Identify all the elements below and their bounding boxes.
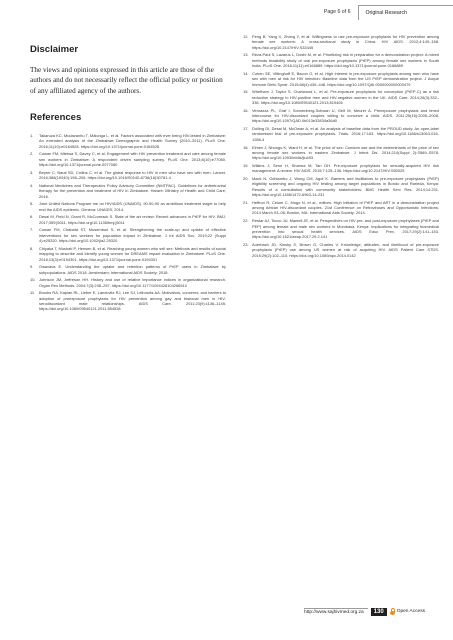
reference-text: Heffron R, Celum C, Mugo N, et al., editors. High initiation of PrEP and ART in a demonstration project among African HIV-discordant couples. 21st Conference on Retroviruses and Opportunistic Infections; 2014 March 03–06; Boston, MA: International Aids Society; 2014. [252, 199, 439, 216]
open-access-lock-icon [390, 608, 395, 615]
reference-text: National Medicines and Therapeutics Policy Advisory Committee (NMTPAC). Guidelines for antiretroviral therapy for the prevention and treatment of HIV in Zimbabwe. Harare: Ministry of Health and Child Care; 2016. [39, 182, 226, 199]
reference-number: 23. [243, 241, 249, 247]
disclaimer-text: The views and opinions expressed in this article are those of the authors and do not necessarily reflect the official policy or position of any affiliated agency of the authors. [30, 66, 223, 95]
reference-number: 19. [243, 162, 249, 168]
reference-number: 13. [243, 52, 249, 58]
running-header [0, 5, 453, 19]
page-label: Page 6 of 6 [323, 9, 351, 15]
reference-number: 4. [30, 182, 34, 188]
section-label: Original Research [358, 5, 453, 20]
reference-item [30, 290, 226, 311]
reference-text: Auerbach JD, Kinsky S, Brown G, Charles V. Knowledge, attitudes, and likelihood of pre-exposure prophylaxis (PrEP) use among US women at risk of acquiring HIV. AIDS Patient Care STDS. 2015;29(2):102–110. https://doi.org/10.1089/apc.2014.0142 [252, 241, 439, 258]
reference-text: Gwavava E. Understanding the uptake and retention patterns of PrEP users in Zimbabwe by subpopulations. AIDS 2018. Amsterdam: International AIDS Society; 2018. [39, 264, 226, 275]
reference-number: 21. [243, 199, 249, 205]
reference-text: Peng B, Yang X, Zhang Y, et al. Willingness to use pre-exposure prophylaxis for HIV prevention among female sex workers: A cross-sectional study in China. HIV AIDS. 2012;4:149–158. https://doi.org/10.2147/HIV.S33445 [252, 34, 439, 50]
reference-item [243, 126, 439, 142]
reference-item [243, 145, 439, 161]
reference-item [243, 108, 439, 124]
reference-number: 16. [243, 107, 249, 113]
open-access-badge [390, 608, 453, 615]
reference-item [243, 163, 439, 174]
reference-number: 6. [30, 214, 34, 220]
reference-item [30, 170, 226, 181]
reference-item [30, 227, 226, 243]
reference-text: Brooks RA, Kaplan RL, Lieber E, Landovitz RJ, Lee SJ, Leibowitz AA. Motivators, concerns, and barriers to adoption of preexposure prophylaxis for HIV prevention among gay and bisexual men in HIV-serodiscordant male relationships. AIDS Care. 2011;23(9):1136–1145. https://doi.org/10.1080/09540121.2011.554528 [39, 290, 226, 312]
reference-text: Whetham J, Taylor S, Charlwood L, et al. Pre-exposure prophylaxis for conception (PrEP-C) as a risk reduction strategy in HIV-positive men and HIV-negative women in the UK. AIDS Care. 2014;26(3):332–336. https://doi.org/10.1080/09540121.2013.819406 [252, 89, 439, 105]
page-number: 130 [371, 608, 387, 616]
reference-item [30, 201, 226, 212]
reference-item [243, 34, 439, 50]
reference-number: 20. [243, 176, 249, 182]
reference-text: Dolling DI, Desai M, McOwan A, et al. An analysis of baseline data from the PROUD study: An open-label randomised trial of pre-exposure prophylaxis. Trials. 2016;17:163. https://doi.org/10.1186/s13063-016-1286-4 [252, 126, 439, 142]
reference-list-left [30, 133, 226, 312]
reference-number: 8. [30, 245, 34, 251]
disclaimer-heading: Disclaimer [30, 44, 79, 55]
reference-text: Joint United Nations Program me on HIV/AIDS (UNAIDS). 90-90-90 an ambitious treatment target to help end the AIDS epidemic. Geneva: UNAIDS; 2014. [39, 201, 226, 212]
reference-number: 1. [30, 132, 34, 138]
reference-number: 9. [30, 264, 34, 270]
reference-number: 3. [30, 169, 34, 175]
reference-text: Wilkins J, Senn H, Sharma M, Tan DH. Pre-exposure prophylaxis for sexually-acquired HIV risk management: A review. HIV AIDS. 2015;7:125–136. https://doi.org/10.2147/HIV.S50025 [252, 162, 439, 174]
reference-text: Johnson JM, Jeffreson HH. History and use of relative importance indices in organizational research. Organ Res Methods. 2004;7(3):238–257. https://doi.org/10.1177/1094428104266510 [39, 277, 226, 288]
reference-text: Takaruza KC, Mudavanhu T, Malunga L, et al. Factors associated with ever being HIV-tested in Zimbabwe: An extended analysis of the Zimbabwe Demographic and Health Survey (2010–2011). PLoS One. 2016;11(10):e0164528. https://doi.org/10.1371/journal.pone.0164528 [39, 132, 226, 149]
reference-number: 5. [30, 201, 34, 207]
reference-item [30, 183, 226, 199]
reference-number: 15. [243, 89, 249, 95]
reference-text: Vernazza PL, Graf I, Sonnenberg-Schwan U, Geit M, Meurer A. Preexposure prophylaxis and timed intercourse for HIV-discordant couples willing to conceive a child. AIDS. 2011;25(16):2005–2008. https://doi.org/10.1097/QAD.0b013e32834a36d0 [252, 107, 439, 124]
reference-item [30, 264, 226, 275]
reference-number: 22. [243, 218, 249, 224]
reference-number: 2. [30, 151, 34, 157]
reference-number: 14. [243, 70, 249, 76]
reference-number: 18. [243, 144, 249, 150]
reference-text: Cowan FM, Chabata ST, Musemburi S, et al. Strengthening the scale-up and uptake of effective interventions for sex workers for population impact in Zimbabwe. J Int AIDS Soc. 2019;22 (Suppl 4):e25320. https://doi.org/10.1002/jia2.25320 [39, 227, 226, 244]
page-body [30, 34, 439, 594]
left-column [30, 34, 226, 594]
reference-text: Mack N, Odhiambo J, Wong CM, Agot K. Barriers and facilitators to pre-exposure prophylaxis (PrEP) eligibility screening and ongoing HIV testing among target populations in Bondo and Rarieda, Kenya: Results of a consultation with community stakeholders. BMC Health Serv Res. 2014;14:231. https://doi.org/10.1186/1472-6963-14-231 [252, 176, 439, 198]
reference-item [243, 242, 439, 258]
reference-text: Chiyaka T, Mushati P, Hensen B, et al. Reaching young women who sell sex: Methods and results of social mapping to describe and identify young women for DREAMS impact evaluation in Zimbabwe. PLoS One. 2018;13(3):e0194301. https://doi.org/10.1371/journal.pone.0194301 [39, 245, 226, 262]
references-heading: References [30, 111, 82, 123]
page-footer [0, 606, 453, 617]
reference-item [243, 89, 439, 105]
reference-number: 11. [30, 290, 36, 296]
reference-item [243, 200, 439, 216]
reference-text: Elmes J, Nhongo K, Ward H, et al. The price of sex: Condom use and the determinants of the price of sex among female sex workers in eastern Zimbabwe. J Infect Dis. 2014;210(Suppl 2):S569–S578. https://doi.org/10.1093/infdis/jiu493 [252, 144, 439, 161]
reference-item [243, 176, 439, 197]
reference-item [30, 151, 226, 167]
reference-text: Beyrer C, Baral SD, Collins C, et al. The global response to HIV in men who have sex with men. Lancet. 2016;388(10040):198–206. https://doi.org/10.1016/S0140-6736(16)30781-4 [39, 169, 226, 181]
reference-text: Cowan FM, Mtetwa S, Davey C, et al. Engagement with HIV prevention treatment and care among female sex workers in Zimbabwe: A respondent driven sampling survey. PLoS One. 2013;8(10):e77080. https://doi.org/10.1371/journal.pone.0077080 [39, 151, 226, 167]
reference-item [243, 218, 439, 239]
reference-number: 7. [30, 227, 34, 233]
reference-number: 12. [243, 34, 249, 39]
reference-item [243, 52, 439, 68]
journal-url-link[interactable]: http://www.sajhivmed.org.za [304, 608, 368, 615]
reference-item [30, 214, 226, 225]
reference-item [30, 133, 226, 149]
reference-item [30, 277, 226, 288]
reference-number: 10. [30, 277, 36, 283]
reference-list-right [243, 34, 439, 258]
reference-text: Reza-Paul S, Lazarus L, Doshi M, et al. Prioritizing risk in preparation for a demonstration project: A mixed methods feasibility study of oral pre-exposure prophylaxis (PrEP) among female sex workers in South India. PLoS One. 2016;11(11):e0166889. https://doi.org/10.1371/journal.pone.0166889 [252, 52, 439, 69]
reference-number: 17. [243, 126, 249, 132]
reference-text: Desai M, Field N, Grant R, McCormack S. State of the art review: Recent advances in PrEP for HIV. BMJ. 2017;359:j5011. https://doi.org/10.1136/bmj.j5011 [39, 214, 226, 225]
reference-item [243, 71, 439, 87]
right-column [243, 34, 439, 594]
reference-text: Restar AJ, Tocco JU, Mantell JE, et al. Perspectives on HIV pre- and post-exposure prophylaxes (PrEP and PEP) among female and male sex workers in Mombasa, Kenya: Implications for integrating biomedical prevention into sexual health services. AIDS Educ Prev. 2017;29(2):141–153. https://doi.org/10.1521/aeap.2017.29.2.141 [252, 218, 439, 240]
reference-text: Cohen SE, Vittinghoff E, Bacon O, et al. High interest in pre-exposure prophylaxis among men who have sex with men at risk for HIV infection: Baseline data from the US PrEP demonstration project. J Acquir Immune Defic Syndr. 2015;68(4):439–448. https://doi.org/10.1097/QAI.0000000000000479 [252, 70, 439, 87]
open-access-label: Open Access [396, 609, 425, 614]
reference-item [30, 246, 226, 262]
